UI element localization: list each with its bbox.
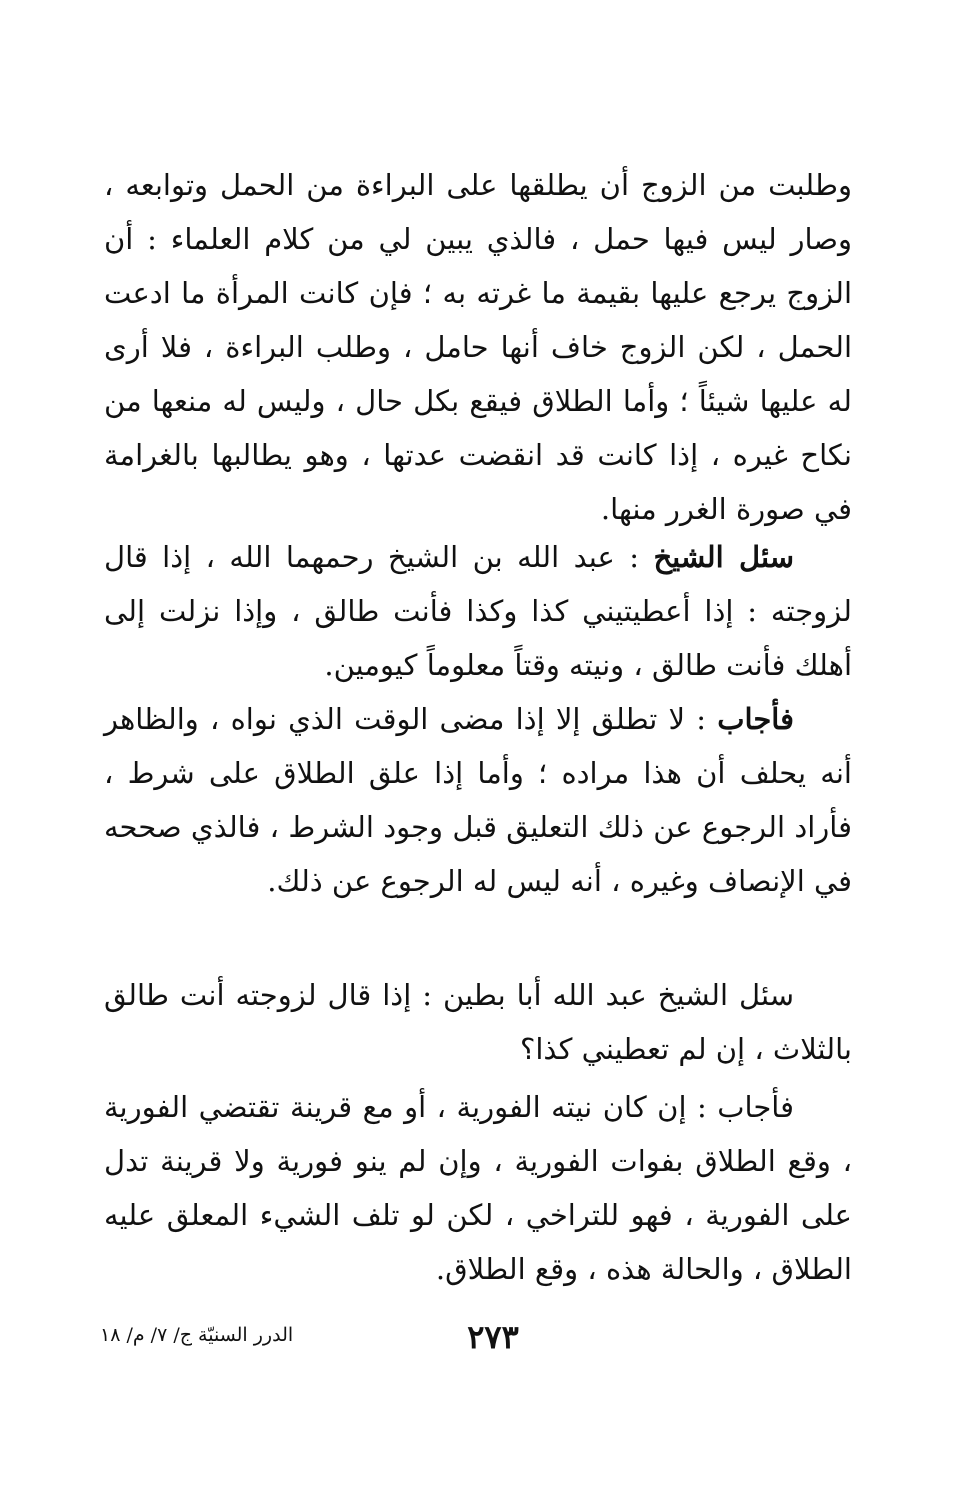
- paragraph-5: [104, 1080, 852, 1296]
- paragraph-3-text: : لا تطلق إلا إذا مضى الوقت الذي نواه ، والظاهر أنه يحلف أن هذا مراده ؛ وأما إذا علق الطلاق على شرط ، فأراد الرجوع عن ذلك التعليق قبل وجود الشرط ، فالذي صححه في الإنصاف وغيره ، أنه ليس له الرجوع عن ذلك.: [104, 702, 852, 898]
- paragraph-2: [104, 530, 852, 692]
- paragraph-3-body: [104, 692, 852, 908]
- answer-lead: فأجاب: [717, 702, 794, 736]
- book-reference: الدرر السنيّة ج/ ٧/ م/ ١٨: [100, 1324, 294, 1346]
- paragraph-1: [104, 158, 852, 536]
- paragraph-3: [104, 692, 852, 908]
- paragraph-5-text: فأجاب : إن كان نيته الفورية ، أو مع قرينة تقتضي الفورية ، وقع الطلاق بفوات الفورية ، وإن لم ينو فورية ولا قرينة تدل على الفورية ، فهو للتراخي ، لكن لو تلف الشيء المعلق عليه الطلاق ، والحالة هذه ، وقع الطلاق.: [104, 1090, 852, 1286]
- paragraph-1-text: وطلبت من الزوج أن يطلقها على البراءة من الحمل وتوابعه ، وصار ليس فيها حمل ، فالذي يبين لي من كلام العلماء : أن الزوج يرجع عليها بقيمة ما غرته به ؛ فإن كانت المرأة ما ادعت الحمل ، لكن الزوج خاف أنها حامل ، وطلب البراءة ، فلا أرى له عليها شيئاً ؛ وأما الطلاق فيقع بكل حال ، وليس له منعها من نكاح غيره ، إذا كانت قد انقضت عدتها ، وهو يطالبها بالغرامة في صورة الغرر منها.: [104, 168, 852, 526]
- page-footer: [0, 1318, 956, 1358]
- paragraph-2-body: [104, 530, 852, 692]
- paragraph-2-text: : عبد الله بن الشيخ رحمهما الله ، إذا قال لزوجته : إذا أعطيتيني كذا وكذا فأنت طالق ، وإذا نزلت إلى أهلك فأنت طالق ، ونيته وقتاً معلوماً كيومين.: [104, 540, 852, 682]
- paragraph-4-text: سئل الشيخ عبد الله أبا بطين : إذا قال لزوجته أنت طالق بالثلاث ، إن لم تعطيني كذا؟: [104, 978, 852, 1066]
- question-lead: سئل الشيخ: [653, 540, 794, 574]
- page-number: ٢٧٣: [467, 1318, 519, 1356]
- paragraph-4: [104, 968, 852, 1076]
